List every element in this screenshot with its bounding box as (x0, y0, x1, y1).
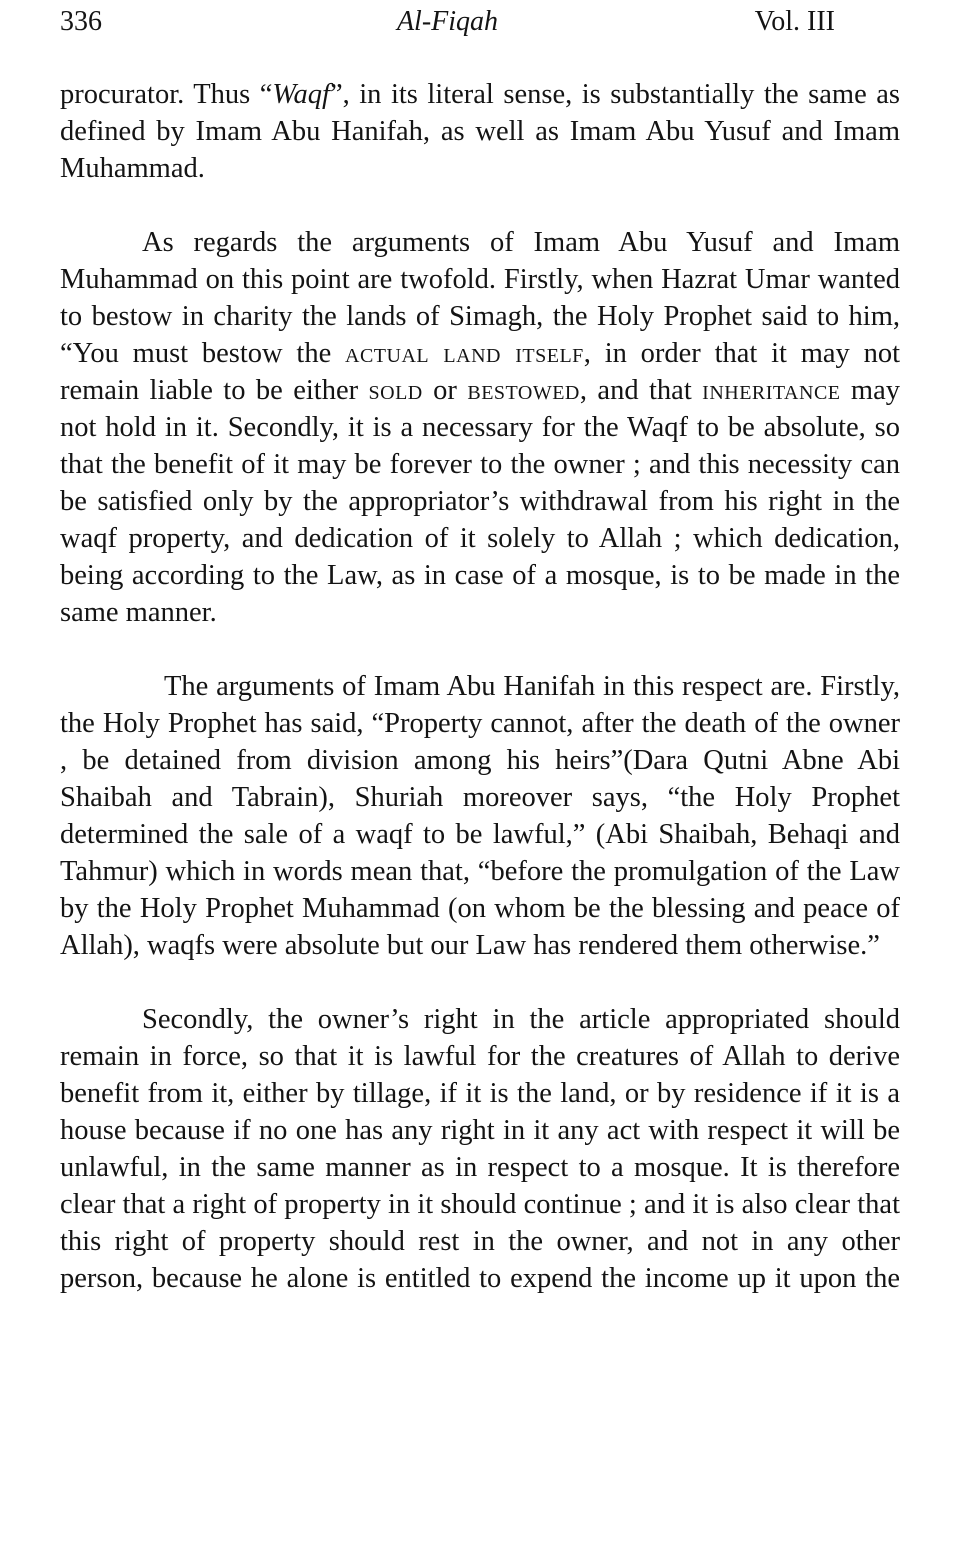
page-number: 336 (60, 6, 102, 37)
small-caps-inheritance: inheritance (702, 375, 841, 406)
volume-label: Vol. III (754, 6, 835, 37)
paragraph-1-text-a: procurator. Thus “ (60, 79, 273, 110)
running-header (60, 2, 835, 42)
paragraph-2 (60, 224, 900, 631)
small-caps-actual-land-itself: actual land itself (345, 338, 584, 369)
paragraph-2-text-b: , in order that it may not remain liable to be either (60, 338, 900, 406)
paragraph-2-text-c: or (422, 375, 468, 406)
paragraph-2-text-d: , and that (579, 375, 703, 406)
paragraph-3: The arguments of Imam Abu Hanifah in this respect are. Firstly, the Holy Prophet has said, “Property cannot, after the death of the owner , be detained from division among his heirs”(Dara Qutni Abne Abi Shaibah and Tabrain), Shuriah moreover says, “the Holy Prophet determined the sale of a waqf to be lawful,” (Abi Shaibah, Behaqi and Tahmur) which in words mean that, “before the promulgation of the Law by the Holy Prophet Muhammad (on whom be the blessing and peace of Allah), waqfs were absolute but our Law has rendered them otherwise.” (60, 671, 900, 961)
paragraph-1-text-b: ”, in its literal sense, is substantially the same as defined by Imam Abu Hanifah, as well as Imam Abu Yusuf and Imam Muhammad. (60, 79, 900, 184)
paragraph-2-text-a: As regards the arguments of Imam Abu Yusuf and Imam Muhammad on this point are twofold. Firstly, when Hazrat Umar wanted to bestow in charity the lands of Simagh, the Holy Prophet said to him, “You must bestow the (60, 227, 900, 369)
small-caps-sold: sold (368, 375, 423, 406)
paragraph-2-text-e: may not hold in it. Secondly, it is a necessary for the Waqf to be absolute, so that the benefit of it may be forever to the owner ; and this necessity can be satisfied only by the appropriator’s withdrawal from his right in the waqf property, and dedication of it solely to Allah ; which dedication, being according to the Law, as in case of a mosque, is to be made in the same manner. (60, 375, 900, 628)
paragraph-1 (60, 76, 900, 187)
body-text (60, 76, 900, 1297)
paragraph-4: Secondly, the owner’s right in the article appropriated should remain in force, so that it is lawful for the creatures of Allah to derive benefit from it, either by tillage, if it is the land, or by residence if it is a house because if no one has any right in it any act with respect it will be unlawful, in the same manner as in respect to a mosque. It is therefore clear that a right of property in it should continue ; and it is also clear that this right of property should rest in the owner, and not in any other person, because he alone is entitled to expend the income up it upon the (60, 1004, 900, 1294)
waqf-term: Waqf (272, 79, 330, 110)
small-caps-bestowed: bestowed (467, 375, 580, 406)
book-title: Al-Fiqah (396, 6, 499, 37)
